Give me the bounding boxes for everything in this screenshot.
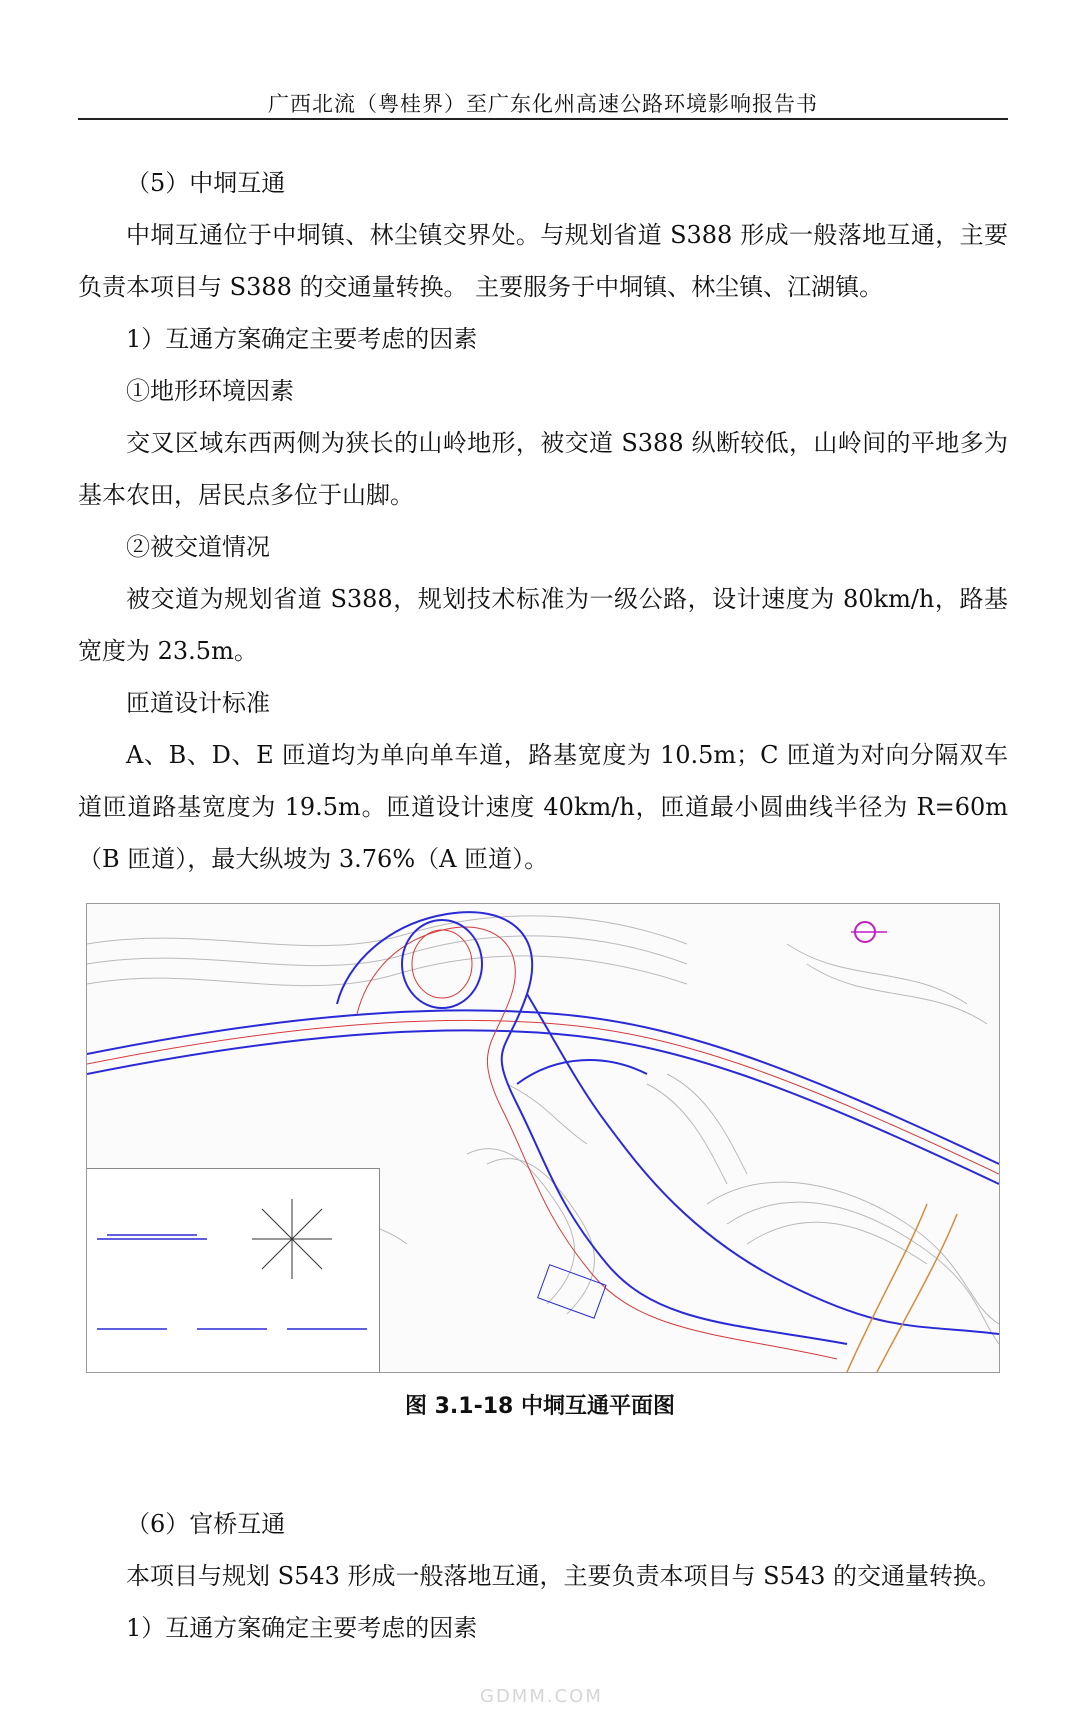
boundary-line <box>847 1204 957 1372</box>
section-heading: （5）中垌互通 <box>126 169 286 197</box>
inset-diagram-svg <box>87 1169 379 1373</box>
subheading: ②被交道情况 <box>126 533 270 561</box>
subheading: 1）互通方案确定主要考虑的因素 <box>126 1614 478 1642</box>
paragraph: A、B、D、E 匝道均为单向单车道，路基宽度为 10.5m；C 匝道为对向分隔双车道匝道路基宽度为 19.5m。匝道设计速度 40km/h，匝道最小圆曲线半径为 R=60m（B 匝道），最大纵坡为 3.76%（A 匝道）。 <box>78 741 1008 873</box>
watermark: GDMM.COM <box>480 1686 603 1707</box>
header-divider <box>78 118 1008 120</box>
running-header: 广西北流（粤桂界）至广东化州高速公路环境影响报告书 <box>268 92 818 116</box>
paragraph: 交叉区域东西两侧为狭长的山岭地形，被交道 S388 纵断较低，山岭间的平地多为基本农田，居民点多位于山脚。 <box>78 429 1008 509</box>
paragraph: 中垌互通位于中垌镇、林尘镇交界处。与规划省道 S388 形成一般落地互通，主要负责本项目与 S388 的交通量转换。 主要服务于中垌镇、林尘镇、江湖镇。 <box>78 221 1008 301</box>
section-6-body <box>78 1498 1008 1654</box>
interchange-plan-drawing <box>86 903 1000 1373</box>
paragraph: 被交道为规划省道 S388，规划技术标准为一级公路，设计速度为 80km/h，路基宽度为 23.5m。 <box>78 585 1008 665</box>
cross-section-inset <box>87 1168 380 1373</box>
subheading: 匝道设计标准 <box>126 689 270 717</box>
section-heading: （6）官桥互通 <box>126 1510 286 1538</box>
subheading: 1）互通方案确定主要考虑的因素 <box>126 325 478 353</box>
site-marker <box>538 1265 606 1318</box>
subheading: ①地形环境因素 <box>126 377 294 405</box>
paragraph: 本项目与规划 S543 形成一般落地互通，主要负责本项目与 S543 的交通量转换。 <box>126 1562 1002 1590</box>
interchange-ramps <box>337 912 999 1359</box>
compass-symbol-icon <box>851 922 887 942</box>
figure-caption: 图 3.1-18 中垌互通平面图 <box>404 1394 676 1419</box>
section-5-body <box>78 157 1008 885</box>
